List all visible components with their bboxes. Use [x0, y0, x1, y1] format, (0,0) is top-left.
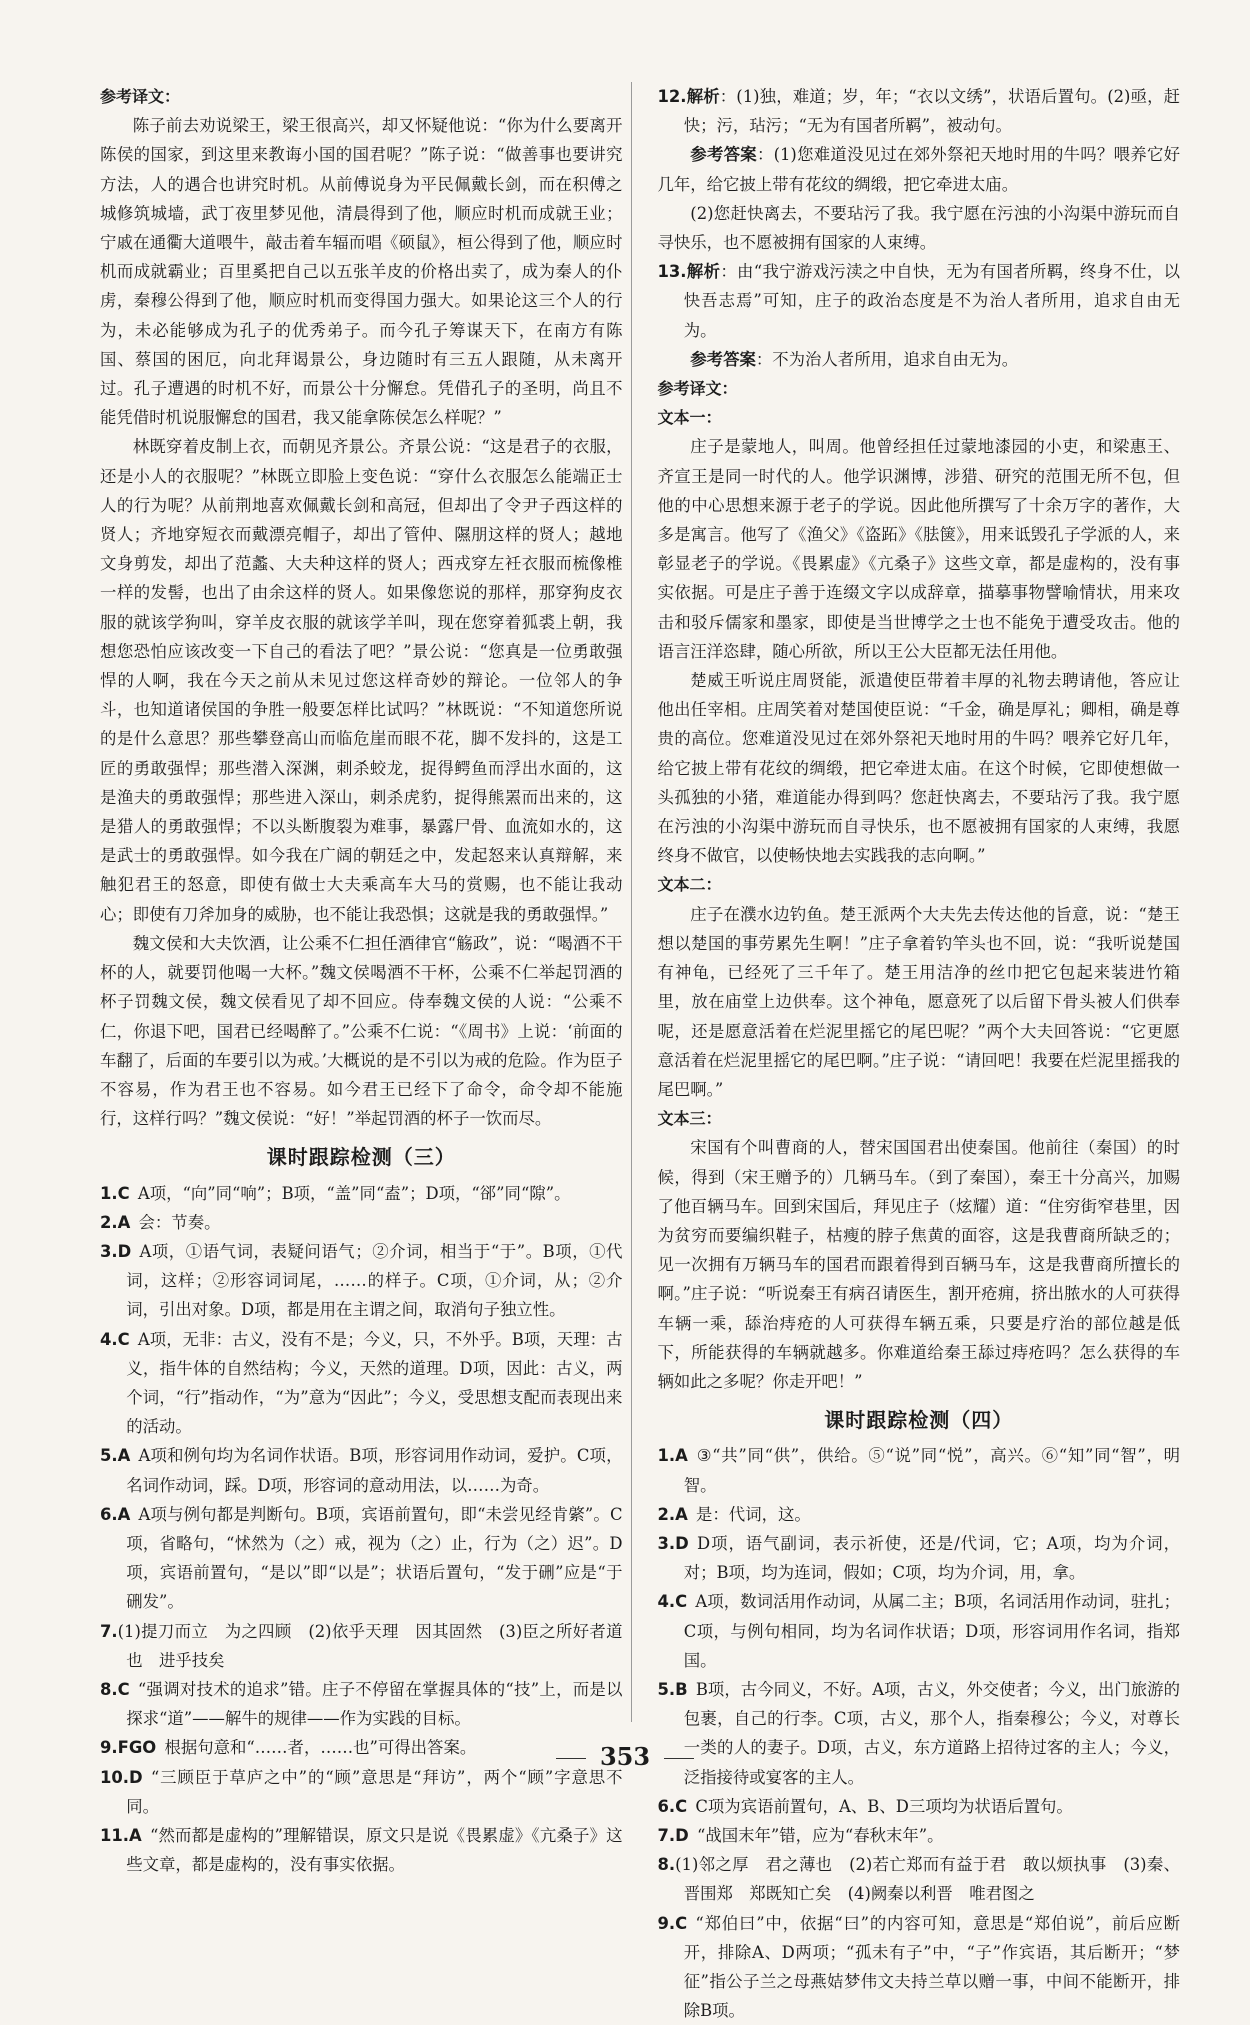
answer-key: A: [117, 1504, 131, 1524]
answer-item: [658, 1441, 1181, 1499]
answer-key: A: [675, 1504, 688, 1524]
explanation: (1)邻之厚 君之薄也 (2)若亡郑而有益于君 敢以烦执事 (3)秦、晋围郑 郑既知亡矣 (4)阙秦以利晋 唯君图之: [675, 1855, 1180, 1904]
answer-item: [658, 1500, 1181, 1529]
item-number: 9.: [657, 1913, 676, 1933]
answer-key: B: [675, 1679, 688, 1699]
paragraph: 庄子是蒙地人，叫周。他曾经担任过蒙地漆园的小吏，和梁惠王、齐宣王是同一时代的人。他学识渊博，涉猎、研究的范围无所不包，但他的中心思想来源于老子的学说。因此他所撰写了十余万字的著作，大多是寓言。他写了《渔父》《盗跖》《胠箧》，用来诋毁孔子学派的人，来彰显老子的学说。《畏累虚》《亢桑子》这些文章，都是虚构的，没有事实依据。可是庄子善于连缀文字以成辞章，描摹事物譬喻情状，用来攻击和驳斥儒家和墨家，即使是当世博学之士也不能免于遭受攻击。他的语言汪洋恣肆，随心所欲，所以王公大臣都无法任用他。: [657, 437, 1180, 661]
item-number: 9.: [100, 1738, 118, 1758]
answer-item-12: [658, 82, 1181, 140]
item-number: 6.: [657, 1796, 676, 1816]
paragraph: 楚威王听说庄周贤能，派遣使臣带着丰厚的礼物去聘请他，答应让他出任宰相。庄周笑着对楚国使臣说：“千金，确是厚礼；卿相，确是尊贵的高位。您难道没见过在郊外祭祀天地时用的牛吗？喂养它好几年，给它披上带有花纹的绸缎，把它牵进太庙。在这个时候，它即使想做一头孤独的小猪，难道能办得到吗？您赶快离去，不要玷污了我。我宁愿在污浊的小沟渠中游玩而自寻快乐，也不愿被拥有国家的人束缚，我愿终身不做官，以使畅快地去实践我的志向啊。”: [657, 671, 1180, 866]
answer-item: [658, 1587, 1181, 1675]
explanation: A项和例句均为名词作状语。B项，形容词用作动词，爱护。C项，名词作动词，踩。D项，形容词的意动用法，以……为奇。: [126, 1446, 623, 1495]
answer-12-part-1: [658, 140, 1181, 198]
text3-heading: 文本三：: [657, 1109, 722, 1129]
explanation: “然而都是虚构的”理解错误，原文只是说《畏累虚》《亢桑子》这些文章，都是虚构的，没有事实依据。: [126, 1825, 623, 1875]
paragraph: 林既穿着皮制上衣，而朝见齐景公。齐景公说：“这是君子的衣服，还是小人的衣服呢？”林既立即脸上变色说：“穿什么衣服怎么能端正士人的行为呢？从前荆地喜欢佩戴长剑和高冠，但却出了令尹子西这样的贤人；齐地穿短衣而戴漂亮帽子，却出了管仲、隰朋这样的贤人；越地文身剪发，却出了范蠡、大夫种这样的贤人；西戎穿左衽衣服而梳像椎一样的发髻，也出了由余这样的贤人。如果像您说的那样，那穿狗皮衣服的就该学狗叫，穿羊皮衣服的就该学羊叫，现在您穿着狐裘上朝，我想您恐怕应该改变一下自己的看法了吧？”景公说：“您真是一位勇敢强悍的人啊，我在今天之前从未见过您这样奇妙的辩论。一位邻人的争斗，也知道诸侯国的争胜一般要怎样比试吗？”林既说：“不知道您所说的是什么意思？那些攀登高山而临危崖而眼不花，脚不发抖的，这是工匠的勇敢强悍；那些潜入深渊，刺杀蛟龙，捉得鳄鱼而浮出水面的，这是渔夫的勇敢强悍；那些进入深山，刺杀虎豹，捉得熊罴而出来的，这是猎人的勇敢强悍；不以头断腹裂为难事，暴露尸骨、血流如水的，这是武士的勇敢强悍。如今我在广阔的朝廷之中，发起怒来认真辩解，来触犯君王的怒意，即使有做士大夫乘高车大马的赏赐，也不能让我动心；即使有刀斧加身的威胁，也不能让我恐惧；这就是我的勇敢强悍。”: [100, 437, 623, 924]
item-number: 7.: [100, 1621, 118, 1641]
item-number: 6.: [100, 1504, 118, 1524]
answer-item: [658, 1909, 1181, 2025]
answer-key: D: [675, 1533, 689, 1553]
answer-label: 参考答案: [690, 145, 757, 165]
answer-key: D: [117, 1241, 132, 1261]
paragraph: 陈子前去劝说梁王，梁王很高兴，却又怀疑他说：“你为什么要离开陈侯的国家，到这里来教诲小国的国君呢？”陈子说：“做善事也要讲究方法，人的遇合也讲究时机。从前傅说身为平民佩戴长剑，而在积傅之城修筑城墙，武丁夜里梦见他，清晨得到了他，顺应时机而成就王业；宁戚在通衢大道喂牛，敲击着车辐而唱《硕鼠》，桓公得到了他，顺应时机而成就霸业；百里奚把自己以五张羊皮的价格出卖了，成为秦人的仆虏，秦穆公得到了他，顺应时机而变得国力强大。如果论这三个人的行为，未必能够成为孔子的优秀弟子。而今孔子筹谋天下，在南方有陈国、蔡国的困厄，向北拜谒景公，身边随时有三五人跟随，从未离开过。孔子遭遇的时机不好，而景公十分懈怠。凭借孔子的圣明，尚且不能凭借时机说服懈怠的国君，我又能拿陈侯怎么样呢？”: [100, 116, 623, 428]
answer-list-3: [100, 1179, 623, 1880]
right-column: [657, 82, 1181, 2021]
analysis-text: ：(1)独，难道；岁，年；“衣以文绣”，状语后置句。(2)亟，赶快；污，玷污；“无为有国者所羁”，被动句。: [683, 87, 1181, 136]
item-number: 12.: [657, 87, 687, 106]
item-number: 1.: [657, 1446, 676, 1466]
explanation: 根据句意和“……者，……也”可得出答案。: [164, 1738, 477, 1758]
item-number: 4.: [100, 1329, 118, 1349]
explanation: “郑伯曰”中，依据“曰”的内容可知，意思是“郑伯说”，前后应断开，排除A、D两项；“孤未有子”中，“子”作宾语，其后断开；“梦征”指公子兰之母燕姞梦伟文夫持兰草以赠一事，中间不能断开，排除B项。: [683, 1913, 1180, 2021]
analysis-text: ：由“我宁游戏污渎之中自快，无为有国者所羁，终身不仕，以快吾志焉”可知，庄子的政治态度是不为治人者所用，追求自由无为。: [683, 262, 1180, 340]
item-number: 2.: [100, 1212, 118, 1232]
page-number-dash: [556, 1758, 586, 1759]
answer-key: C: [675, 1796, 688, 1816]
answer-key: C: [675, 1592, 688, 1612]
answer-item: [100, 1179, 623, 1208]
section-title-4: 课时跟踪检测（四）: [824, 1408, 1014, 1433]
answer-key: A: [117, 1446, 131, 1466]
answer-item: [658, 1675, 1181, 1792]
text1-heading: 文本一：: [657, 408, 722, 428]
answer-item: [100, 1617, 623, 1675]
item-number: 5.: [657, 1679, 676, 1699]
answer-item: [100, 1237, 623, 1325]
reference-translation: [100, 111, 623, 1133]
answer-item: [100, 1325, 623, 1442]
item-number: 3.: [657, 1533, 676, 1553]
explanation: “三顾臣于草庐之中”的“顾”意思是“拜访”，两个“顾”字意思不同。: [126, 1767, 623, 1816]
answer-item: [100, 1500, 623, 1617]
answer-item: [100, 1208, 623, 1237]
text2-heading: 文本二：: [657, 875, 722, 895]
answer-item: [100, 1763, 623, 1821]
explanation: A项，“向”同“响”；B项，“盖”同“盍”；D项，“郤”同“隙”。: [137, 1183, 571, 1203]
item-number: 3.: [100, 1241, 118, 1261]
item-number: 13.: [657, 262, 687, 282]
ref-heading: 参考译文：: [657, 379, 738, 399]
text2-translation: [658, 900, 1181, 1104]
paragraph: 宋国有个叫曹商的人，替宋国国君出使秦国。他前往（秦国）的时候，得到（宋王赠予的）几辆马车。（到了秦国），秦王十分高兴，加赐了他百辆马车。回到宋国后，拜见庄子（炫耀）道：“住穷街窄巷里，因为贫穷而要编织鞋子，枯瘦的脖子焦黄的面容，这是我曹商所缺乏的；见一次拥有万辆马车的国君而跟着得到百辆马车，这是我曹商所擅长的啊。”庄子说：“听说秦王有病召请医生，割开疮痈，挤出脓水的人可获得车辆一乘，舔治痔疮的人可获得车辆五乘，只要是疗治的部位越是低下，所能获得的车辆就越多。你难道给秦王舔过痔疮吗？怎么获得的车辆如此之多呢？你走开吧！”: [657, 1138, 1180, 1391]
answer-text: ：(1)您难道没见过在郊外祭祀天地时用的牛吗？喂养它好几年，给它披上带有花纹的绸缎，把它牵进太庙。: [657, 145, 1180, 194]
explanation: “战国末年”错，应为“春秋末年”。: [696, 1825, 944, 1845]
answer-item: [658, 1529, 1181, 1587]
paragraph: 魏文侯和大夫饮酒，让公乘不仁担任酒律官“觞政”，说：“喝酒不干杯的人，就要罚他喝一大杯。”魏文侯喝酒不干杯，公乘不仁举起罚酒的杯子罚魏文侯，魏文侯看见了却不回应。侍奉魏文侯的人说：“公乘不仁，你退下吧，国君已经喝醉了。”公乘不仁说：“《周书》上说：‘前面的车翻了，后面的车要引以为戒。’大概说的是不引以为戒的危险。作为臣子不容易，作为君王也不容易。如今君王已经下了命令，命令却不能施行，这样行吗？”魏文侯说：“好！”举起罚酒的杯子一饮而尽。: [100, 933, 623, 1129]
answer-list-4: [658, 1441, 1181, 2025]
item-number: 10.: [100, 1767, 130, 1787]
answer-13: [658, 345, 1181, 374]
explanation: D项，语气副词，表示祈使，还是/代词，它；A项，均为介词，对；B项，均为连词，假如；C项，均为介词，用，拿。: [683, 1533, 1180, 1583]
explanation: B项，古今同义，不好。A项，古义，外交使者；今义，出门旅游的包裹，自己的行李。C项，古义，那个人，指秦穆公；今义，对尊长一类的人的妻子。D项，古义，东方道路上招待过客的主人；今义，泛指接待或宴客的主人。: [683, 1679, 1180, 1787]
answer-item-13: [658, 257, 1181, 345]
item-number: 1.: [100, 1183, 118, 1203]
section-title-3: 课时跟踪检测（三）: [266, 1145, 456, 1170]
explanation: A项，①语气词，表疑问语气；②介词，相当于“于”。B项，①代词，这样；②形容词词尾，……的样子。C项，①介词，从；②介词，引出对象。D项，都是用在主谓之间，取消句子独立性。: [126, 1241, 623, 1320]
explanation: “强调对技术的追求”错。庄子不停留在掌握具体的“技”上，而是以探求“道”——解牛的规律——作为实践的目标。: [126, 1679, 623, 1729]
answer-item: [658, 1850, 1181, 1908]
explanation: C项为宾语前置句，A、B、D三项均为状语后置句。: [695, 1796, 1073, 1816]
explanation: A项，无非：古义，没有不是；今义，只，不外乎。B项，天理：古义，指牛体的自然结构；今义，天然的道理。D项，因此：古义，两个词，“行”指动作，“为”意为“因此”；今义，受思想支配而表现出来的活动。: [126, 1329, 623, 1437]
item-number: 11.: [100, 1825, 130, 1845]
item-number: 2.: [657, 1504, 676, 1524]
analysis-label: 解析: [686, 262, 721, 282]
answer-key: C: [117, 1679, 130, 1699]
answer-item: [100, 1675, 623, 1733]
answer-item: [658, 1821, 1181, 1850]
answer-key: D: [675, 1825, 689, 1845]
answer-key: C: [117, 1183, 130, 1203]
answer-key: C: [675, 1913, 688, 1933]
explanation: A项与例句都是判断句。B项，宾语前置句，即“未尝见经肯綮”。C项，省略句，“怵然为（之）戒，视为（之）止，行为（之）迟”。D项，宾语前置句，“是以”即“以是”；状语后置句，“发于硎”应是“于硎发”。: [126, 1504, 623, 1612]
paragraph: 庄子在濮水边钓鱼。楚王派两个大夫先去传达他的旨意，说：“楚王想以楚国的事劳累先生啊！”庄子拿着钓竿头也不回，说：“我听说楚国有神龟，已经死了三千年了。楚王用洁净的丝巾把它包起来装进竹箱里，放在庙堂上边供奉。这个神龟，愿意死了以后留下骨头被人们供奉呢，还是愿意活着在烂泥里摇它的尾巴呢？”两个大夫回答说：“它更愿意活着在烂泥里摇它的尾巴啊。”庄子说：“请回吧！我要在烂泥里摇我的尾巴啊。”: [657, 904, 1180, 1099]
explanation: 是：代词，这。: [696, 1504, 811, 1524]
answer-label: 参考答案: [690, 349, 756, 369]
item-number: 7.: [657, 1825, 676, 1845]
text3-translation: [658, 1133, 1181, 1396]
answer-key: C: [117, 1329, 130, 1349]
answer-key: A: [129, 1825, 142, 1845]
text1-translation: [658, 432, 1181, 870]
answer-key: A: [675, 1446, 688, 1466]
answer-text: ：不为治人者所用，追求自由无为。: [755, 349, 1019, 369]
item-number: 8.: [100, 1679, 118, 1699]
explanation: 会：节奏。: [138, 1212, 221, 1232]
item-number: 8.: [657, 1855, 676, 1875]
explanation: (1)提刀而立 为之四顾 (2)依乎天理 因其固然 (3)臣之所好者道也 进乎技矣: [117, 1621, 623, 1670]
answer-key: A: [117, 1212, 131, 1232]
page-number: [0, 1742, 1250, 1771]
answer-item: [100, 1821, 623, 1879]
answer-key: D: [129, 1767, 143, 1787]
analysis-label: 解析: [686, 87, 720, 106]
item-number: 4.: [657, 1592, 676, 1612]
item-number: 5.: [100, 1446, 118, 1466]
explanation: ③“共”同“供”，供给。⑤“说”同“悦”，高兴。⑥“知”同“智”，明智。: [683, 1446, 1180, 1495]
answer-item: [100, 1441, 623, 1499]
answer-item: [658, 1792, 1181, 1821]
explanation: A项，数词活用作动词，从属二主；B项，名词活用作动词，驻扎；C项，与例句相同，均为名词作状语；D项，形容词用作名词，指郑国。: [683, 1592, 1180, 1670]
page-number-dash: [664, 1758, 694, 1759]
answer-12-part-2: (2)您赶快离去，不要玷污了我。我宁愿在污浊的小沟渠中游玩而自寻快乐，也不愿被拥有国家的人束缚。: [657, 203, 1180, 253]
answer-key: FGO: [117, 1738, 157, 1758]
page-number-text: 353: [599, 1742, 651, 1771]
ref-heading: 参考译文：: [100, 87, 181, 106]
